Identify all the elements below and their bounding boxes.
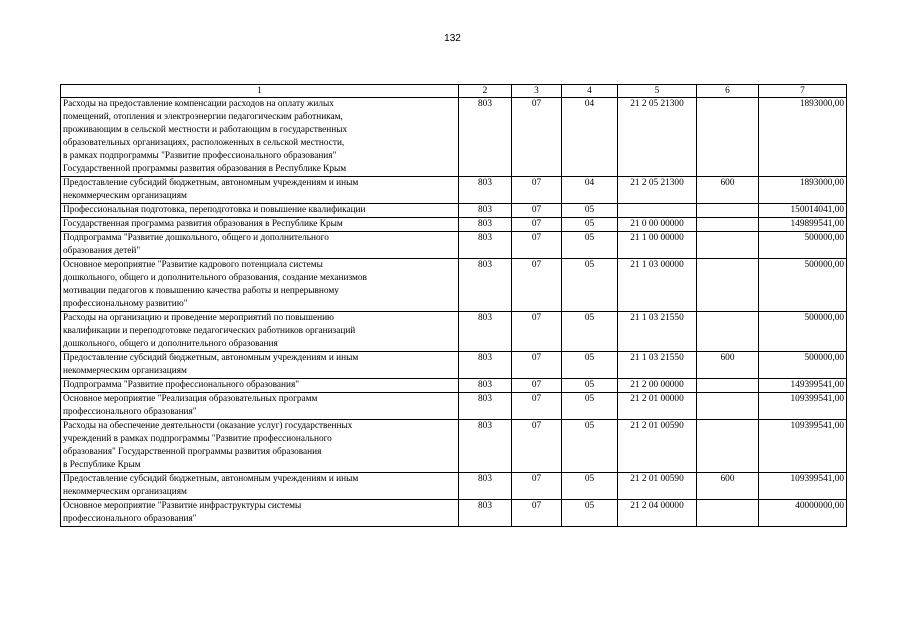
table-row bbox=[61, 259, 847, 312]
row-description bbox=[61, 393, 459, 420]
expense-type-code: 600 bbox=[697, 352, 759, 379]
target-article-code: 21 2 01 00590 bbox=[618, 420, 697, 473]
expense-type-code bbox=[697, 259, 759, 312]
subsection-code: 05 bbox=[562, 232, 618, 259]
section-code: 07 bbox=[512, 393, 562, 420]
expense-type-code bbox=[697, 232, 759, 259]
header-col-2: 2 bbox=[459, 85, 512, 98]
target-article-code: 21 2 00 00000 bbox=[618, 379, 697, 393]
subsection-code: 04 bbox=[562, 177, 618, 204]
description-line: Расходы на организацию и проведение мероприятий по повышению bbox=[63, 313, 334, 323]
amount: 149899541,00 bbox=[759, 218, 847, 232]
subsection-code: 05 bbox=[562, 473, 618, 500]
ministry-code: 803 bbox=[459, 312, 512, 352]
row-description bbox=[61, 177, 459, 204]
description-line: Предоставление субсидий бюджетным, автономным учреждениям и иным bbox=[63, 353, 359, 363]
target-article-code bbox=[618, 204, 697, 218]
expense-type-code: 600 bbox=[697, 177, 759, 204]
ministry-code: 803 bbox=[459, 379, 512, 393]
table-row bbox=[61, 98, 847, 177]
description-line: некоммерческим организациям bbox=[63, 366, 187, 376]
row-description bbox=[61, 232, 459, 259]
description-line: Подпрограмма "Развитие дошкольного, общего и дополнительного bbox=[63, 233, 329, 243]
row-description bbox=[61, 259, 459, 312]
section-code: 07 bbox=[512, 379, 562, 393]
amount: 1893000,00 bbox=[759, 177, 847, 204]
subsection-code: 05 bbox=[562, 420, 618, 473]
section-code: 07 bbox=[512, 500, 562, 527]
section-code: 07 bbox=[512, 177, 562, 204]
section-code: 07 bbox=[512, 420, 562, 473]
section-code: 07 bbox=[512, 98, 562, 177]
description-line: Расходы на предоставление компенсации расходов на оплату жилых bbox=[63, 99, 334, 109]
section-code: 07 bbox=[512, 218, 562, 232]
subsection-code: 05 bbox=[562, 218, 618, 232]
description-line: некоммерческим организациям bbox=[63, 487, 187, 497]
header-col-1: 1 bbox=[61, 85, 459, 98]
description-line: дошкольного, общего и дополнительного образования, создание механизмов bbox=[63, 273, 367, 283]
expense-type-code bbox=[697, 312, 759, 352]
description-line: некоммерческим организациям bbox=[63, 191, 187, 201]
description-line: образования" Государственной программы развития образования bbox=[63, 447, 322, 457]
description-line: профессионального образования" bbox=[63, 514, 197, 524]
section-code: 07 bbox=[512, 204, 562, 218]
table-row bbox=[61, 473, 847, 500]
header-col-5: 5 bbox=[618, 85, 697, 98]
description-line: Основное мероприятие "Развитие инфраструктуры системы bbox=[63, 501, 302, 511]
amount: 149399541,00 bbox=[759, 379, 847, 393]
description-line: дошкольного, общего и дополнительного образования bbox=[63, 339, 278, 349]
table-row bbox=[61, 420, 847, 473]
ministry-code: 803 bbox=[459, 204, 512, 218]
amount: 500000,00 bbox=[759, 232, 847, 259]
row-description bbox=[61, 352, 459, 379]
description-line: Основное мероприятие "Реализация образовательных программ bbox=[63, 394, 318, 404]
target-article-code: 21 2 01 00000 bbox=[618, 393, 697, 420]
description-line: Профессиональная подготовка, переподготовка и повышение квалификации bbox=[63, 205, 366, 215]
description-line: Расходы на обеспечение деятельности (оказание услуг) государственных bbox=[63, 421, 353, 431]
table-row bbox=[61, 232, 847, 259]
amount: 109399541,00 bbox=[759, 473, 847, 500]
target-article-code: 21 1 03 00000 bbox=[618, 259, 697, 312]
ministry-code: 803 bbox=[459, 352, 512, 379]
expense-type-code: 600 bbox=[697, 473, 759, 500]
section-code: 07 bbox=[512, 259, 562, 312]
table-row bbox=[61, 500, 847, 527]
description-line: Предоставление субсидий бюджетным, автономным учреждениям и иным bbox=[63, 474, 359, 484]
row-description bbox=[61, 379, 459, 393]
table-row bbox=[61, 177, 847, 204]
description-line: образования детей" bbox=[63, 246, 141, 256]
subsection-code: 05 bbox=[562, 204, 618, 218]
subsection-code: 05 bbox=[562, 393, 618, 420]
description-line: мотивации педагогов к повышению качества работы и непрерывному bbox=[63, 286, 339, 296]
table-row bbox=[61, 379, 847, 393]
amount: 500000,00 bbox=[759, 259, 847, 312]
ministry-code: 803 bbox=[459, 420, 512, 473]
table-row bbox=[61, 352, 847, 379]
description-line: в рамках подпрограммы "Развитие профессионального образования" bbox=[63, 151, 337, 161]
amount: 500000,00 bbox=[759, 312, 847, 352]
target-article-code: 21 2 01 00590 bbox=[618, 473, 697, 500]
row-description bbox=[61, 473, 459, 500]
expense-type-code bbox=[697, 98, 759, 177]
table-body bbox=[61, 98, 847, 527]
expense-type-code bbox=[697, 393, 759, 420]
row-description bbox=[61, 98, 459, 177]
description-line: помещений, отопления и электроэнергии педагогическим работникам, bbox=[63, 112, 343, 122]
expense-type-code bbox=[697, 420, 759, 473]
description-line: Государственной программы развития образования в Республике Крым bbox=[63, 164, 347, 174]
row-description bbox=[61, 420, 459, 473]
header-col-7: 7 bbox=[759, 85, 847, 98]
header-col-3: 3 bbox=[512, 85, 562, 98]
header-col-6: 6 bbox=[697, 85, 759, 98]
target-article-code: 21 2 05 21300 bbox=[618, 98, 697, 177]
ministry-code: 803 bbox=[459, 473, 512, 500]
subsection-code: 05 bbox=[562, 379, 618, 393]
row-description bbox=[61, 204, 459, 218]
table-row bbox=[61, 393, 847, 420]
amount: 150014041,00 bbox=[759, 204, 847, 218]
amount: 1893000,00 bbox=[759, 98, 847, 177]
ministry-code: 803 bbox=[459, 259, 512, 312]
header-col-4: 4 bbox=[562, 85, 618, 98]
ministry-code: 803 bbox=[459, 393, 512, 420]
subsection-code: 05 bbox=[562, 259, 618, 312]
table-row bbox=[61, 218, 847, 232]
page-number: 132 bbox=[444, 33, 461, 44]
subsection-code: 05 bbox=[562, 352, 618, 379]
row-description bbox=[61, 218, 459, 232]
description-line: квалификации и переподготовке педагогических работников организаций bbox=[63, 326, 356, 336]
ministry-code: 803 bbox=[459, 98, 512, 177]
section-code: 07 bbox=[512, 352, 562, 379]
header-row bbox=[61, 85, 847, 98]
section-code: 07 bbox=[512, 312, 562, 352]
target-article-code: 21 1 03 21550 bbox=[618, 312, 697, 352]
section-code: 07 bbox=[512, 473, 562, 500]
description-line: профессионального образования" bbox=[63, 407, 197, 417]
description-line: учреждений в рамках подпрограммы "Развитие профессионального bbox=[63, 434, 332, 444]
expense-type-code bbox=[697, 379, 759, 393]
ministry-code: 803 bbox=[459, 500, 512, 527]
description-line: профессиональному развитию" bbox=[63, 299, 188, 309]
ministry-code: 803 bbox=[459, 218, 512, 232]
description-line: в Республике Крым bbox=[63, 460, 141, 470]
target-article-code: 21 1 03 21550 bbox=[618, 352, 697, 379]
row-description bbox=[61, 500, 459, 527]
description-line: Государственная программа развития образования в Республике Крым bbox=[63, 219, 343, 229]
description-line: образовательных организациях, расположенных в сельской местности, bbox=[63, 138, 345, 148]
expense-type-code bbox=[697, 218, 759, 232]
ministry-code: 803 bbox=[459, 177, 512, 204]
budget-table bbox=[60, 84, 847, 527]
amount: 109399541,00 bbox=[759, 420, 847, 473]
target-article-code: 21 2 04 00000 bbox=[618, 500, 697, 527]
amount: 40000000,00 bbox=[759, 500, 847, 527]
subsection-code: 05 bbox=[562, 312, 618, 352]
table-row bbox=[61, 312, 847, 352]
target-article-code: 21 1 00 00000 bbox=[618, 232, 697, 259]
table-row bbox=[61, 204, 847, 218]
subsection-code: 05 bbox=[562, 500, 618, 527]
description-line: проживающим в сельской местности и работающим в государственных bbox=[63, 125, 348, 135]
row-description bbox=[61, 312, 459, 352]
description-line: Подпрограмма "Развитие профессионального образования" bbox=[63, 380, 300, 390]
expense-type-code bbox=[697, 500, 759, 527]
description-line: Основное мероприятие "Развитие кадрового потенциала системы bbox=[63, 260, 323, 270]
section-code: 07 bbox=[512, 232, 562, 259]
subsection-code: 04 bbox=[562, 98, 618, 177]
description-line: Предоставление субсидий бюджетным, автономным учреждениям и иным bbox=[63, 178, 359, 188]
target-article-code: 21 2 05 21300 bbox=[618, 177, 697, 204]
target-article-code: 21 0 00 00000 bbox=[618, 218, 697, 232]
amount: 109399541,00 bbox=[759, 393, 847, 420]
ministry-code: 803 bbox=[459, 232, 512, 259]
expense-type-code bbox=[697, 204, 759, 218]
amount: 500000,00 bbox=[759, 352, 847, 379]
